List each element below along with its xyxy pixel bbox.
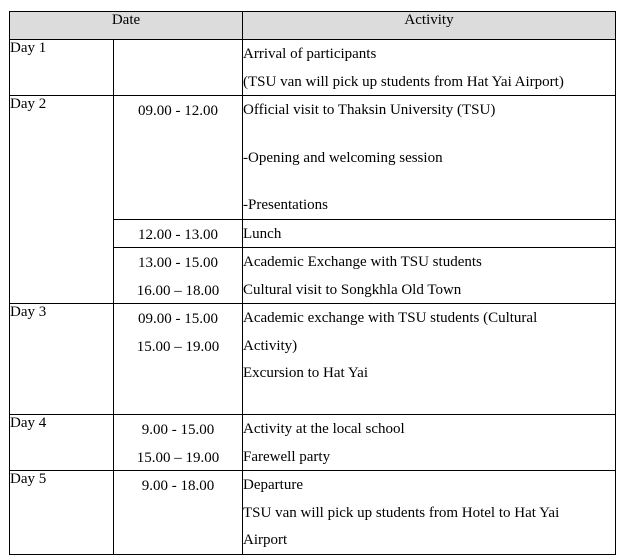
activity-line: -Presentations <box>243 197 328 213</box>
time-range: 09.00 - 12.00 <box>138 103 218 119</box>
time-range: 16.00 – 18.00 <box>136 282 220 299</box>
time-range: 15.00 – 19.00 <box>136 449 220 466</box>
header-row <box>10 12 616 40</box>
header-date: Date <box>10 12 243 40</box>
activity-line: Academic exchange with TSU students (Cultural <box>243 310 538 326</box>
time-cell <box>114 471 243 555</box>
activity-line: Lunch <box>243 225 282 242</box>
time-range: 9.00 - 15.00 <box>141 422 215 438</box>
activity-cell <box>243 40 616 96</box>
schedule-table <box>9 11 616 555</box>
activity-line: Departure <box>243 477 303 493</box>
activity-cell <box>243 219 616 248</box>
header-activity: Activity <box>243 12 616 40</box>
schedule-body <box>10 40 616 555</box>
time-range: 09.00 - 15.00 <box>138 311 218 327</box>
activity-line: -Opening and welcoming session <box>243 149 443 166</box>
activity-line <box>243 171 615 191</box>
time-range: 9.00 - 18.00 <box>141 478 215 494</box>
activity-line: Farewell party <box>243 448 331 465</box>
activity-line: Excursion to Hat Yai <box>243 365 369 381</box>
schedule-row <box>10 415 616 471</box>
time-range: 13.00 - 15.00 <box>138 255 218 271</box>
activity-line: TSU van will pick up students from Hotel to Hat Yai <box>243 504 560 521</box>
activity-cell <box>243 415 616 471</box>
activity-line: Activity) <box>243 337 298 354</box>
day-cell: Day 1 <box>10 40 114 96</box>
schedule-row <box>10 40 616 96</box>
day-cell: Day 2 <box>10 96 114 304</box>
time-cell <box>114 96 243 220</box>
schedule-row <box>10 304 616 415</box>
activity-cell <box>243 471 616 555</box>
activity-line: Academic Exchange with TSU students <box>243 254 482 270</box>
activity-line <box>243 124 615 144</box>
time-range: 12.00 - 13.00 <box>138 226 218 243</box>
time-range: 15.00 – 19.00 <box>136 338 220 355</box>
time-cell <box>114 219 243 248</box>
activity-cell <box>243 248 616 304</box>
day-cell: Day 4 <box>10 415 114 471</box>
time-cell <box>114 248 243 304</box>
day-cell: Day 5 <box>10 471 114 555</box>
activity-cell <box>243 304 616 415</box>
activity-line: Airport <box>243 532 288 548</box>
schedule-row <box>10 96 616 220</box>
day-cell: Day 3 <box>10 304 114 415</box>
activity-line: (TSU van will pick up students from Hat Yai Airport) <box>243 73 564 90</box>
activity-line <box>243 387 615 415</box>
time-cell <box>114 304 243 415</box>
activity-cell <box>243 96 616 220</box>
activity-line: Official visit to Thaksin University (TSU) <box>243 102 496 118</box>
activity-line: Cultural visit to Songkhla Old Town <box>243 281 462 298</box>
time-cell <box>114 415 243 471</box>
activity-line: Arrival of participants <box>243 46 377 62</box>
schedule-row <box>10 471 616 555</box>
activity-line: Activity at the local school <box>243 421 405 437</box>
time-cell <box>114 40 243 96</box>
